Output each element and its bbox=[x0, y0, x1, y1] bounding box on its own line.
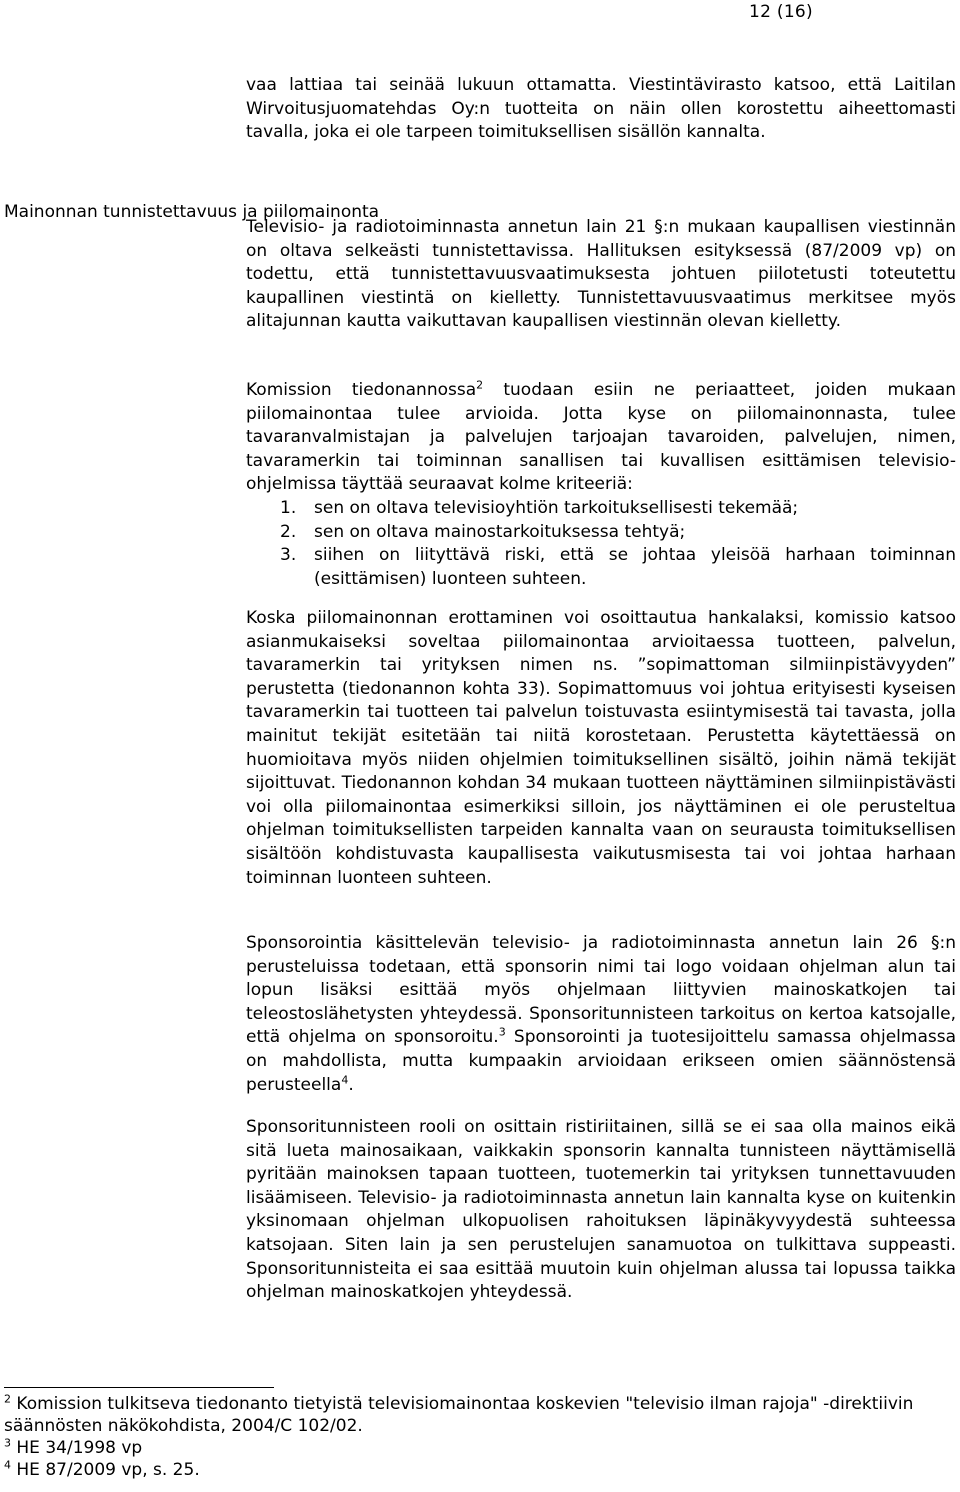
footnote-divider bbox=[4, 1387, 274, 1388]
footnote-text: HE 87/2009 vp, s. 25. bbox=[11, 1460, 200, 1480]
list-item bbox=[246, 497, 956, 521]
footnote-2 bbox=[4, 1393, 954, 1437]
list-item-text: sen on oltava televisioyhtiön tarkoituksellisesti tekemää; bbox=[314, 497, 799, 518]
footnote-3 bbox=[4, 1437, 954, 1459]
paragraph-sponsor-identifier bbox=[246, 1116, 956, 1305]
paragraph-text bbox=[246, 932, 956, 1097]
paragraph-sponsorship bbox=[246, 932, 956, 1097]
paragraph-text bbox=[246, 379, 956, 497]
footnote-mark: 2 bbox=[4, 1392, 11, 1406]
text-run: . bbox=[348, 1074, 354, 1095]
footnote-ref-2: 2 bbox=[476, 378, 484, 392]
footnote-text: HE 34/1998 vp bbox=[11, 1438, 143, 1458]
footnote-ref-3: 3 bbox=[498, 1025, 506, 1039]
list-number: 1. bbox=[280, 497, 297, 518]
footnote-ref-4: 4 bbox=[341, 1072, 349, 1086]
list-item-text: siihen on liityttävä riski, että se johtaa yleisöä harhaan toiminnan (esittämisen) luonteen suhteen. bbox=[314, 545, 956, 589]
section-heading: Mainonnan tunnistettavuus ja piilomainonta bbox=[4, 202, 380, 222]
footnote-mark: 4 bbox=[4, 1458, 11, 1472]
footnote-4 bbox=[4, 1459, 954, 1481]
footnote-mark: 3 bbox=[4, 1436, 11, 1450]
list-number: 2. bbox=[280, 521, 297, 542]
text-run: Sponsorointia käsittelevän televisio- ja radiotoiminnasta annetun lain 26 §:n perusteluissa todetaan, että sponsorin nimi tai logo voidaan ohjelman alun tai lopun lisäksi esittää myös ohjelmaan liittyvien mainoskatkojen tai teleostoslähetysten yhteydessä. Sponsoritunnisteen tarkoitus on kertoa katsojalle, että ohjelma on sponsoroitu. bbox=[246, 933, 956, 1048]
list-item-text: sen on oltava mainostarkoituksessa tehtyä; bbox=[314, 521, 686, 542]
text-run: Komission tiedonannossa bbox=[246, 380, 477, 400]
paragraph-recognizability bbox=[246, 216, 956, 334]
paragraph-continuation bbox=[246, 74, 956, 145]
paragraph-commission-criteria bbox=[246, 379, 956, 591]
footnote-text: Komission tulkitseva tiedonanto tietyistä televisiomainontaa koskevien "televisio ilman rajoja" -direktiivin säännösten näkökohdista, 2004/C 102/02. bbox=[4, 1394, 914, 1436]
list-item bbox=[246, 521, 956, 545]
text-run: tuodaan esiin ne periaatteet, joiden mukaan piilomainontaa tulee arvioida. Jotta kyse on piilomainonnasta, tulee tavaranvalmistajan ja palvelujen tarjoajan tavaroiden, palvelujen, nimen, tavaramerkin tai toiminnan sanallisen tai kuvallisen esittämisen televisio-ohjelmissa täyttää seuraavat kolme kriteeriä: bbox=[246, 380, 956, 495]
list-item bbox=[246, 544, 956, 591]
criteria-list bbox=[246, 497, 956, 591]
text-run: Sponsorointi ja tuotesijoittelu samassa ohjelmassa on mahdollista, mutta kumpaakin arvioidaan erikseen omien säännöstensä perusteella bbox=[246, 1027, 956, 1095]
page-number: 12 (16) bbox=[748, 2, 813, 22]
footnotes bbox=[4, 1393, 954, 1481]
list-number: 3. bbox=[280, 545, 297, 566]
paragraph-text: Televisio- ja radiotoiminnasta annetun lain 21 §:n mukaan kaupallisen viestinnän on oltava selkeästi tunnistettavissa. Hallituksen esityksessä (87/2009 vp) on todettu, että tunnistettavuusvaatimuksesta johtuen piilotetusti toteutettu kaupallinen viestintä on kielletty. Tunnistettavuusvaatimus merkitsee myös alitajunnan kautta vaikuttavan kaupallisen viestinnän olevan kielletty. bbox=[246, 217, 956, 332]
paragraph-text: Koska piilomainonnan erottaminen voi osoittautua hankalaksi, komissio katsoo asianmukaiseksi soveltaa piilomainontaa arvioitaessa tuotteen, palvelun, tavaramerkin tai yrityksen nimen ns. ”sopimattoman silmiinpistävyyden” perustetta (tiedonannon kohta 33). Sopimattomuus voi johtua erityisesti kyseisen tavaramerkin tai tuotteen tai palvelun toistuvasta esiintymisestä tai tavasta, jolla mainitut tekijät esitetään tai niitä korostetaan. Perustetta käytettäessä on huomioitava myös niiden ohjelmien toimituksellinen sisältö, joihin nämä tekijät sijoittuvat. Tiedonannon kohdan 34 mukaan tuotteen näyttäminen silmiinpistävästi voi olla piilomainontaa esimerkiksi silloin, jos näyttäminen ei ole perusteltua ohjelman toimituksellisten tarpeiden kannalta vaan on seurausta toimituksellisen sisältöön kohdistuvasta kaupallisesta vaikutusmisesta tai voi johtaa harhaan toiminnan luonteen suhteen. bbox=[246, 608, 956, 888]
paragraph-text: Sponsoritunnisteen rooli on osittain ristiriitainen, sillä se ei saa olla mainos eikä sitä lueta mainosaikaan, vaikkakin sponsorin kannalta tunnisteen näyttämisellä pyritään mainoksen tapaan tuotteen, tuotemerkin tai yrityksen tunnettavuuden lisäämiseen. Televisio- ja radiotoiminnasta annetun lain kannalta kyse on kuitenkin yksinomaan ohjelman ulkopuolisen rahoituksen läpinäkyvyydestä suhteessa katsojaan. Siten lain ja sen perustelujen sanamuotoa on tulkittava suppeasti. Sponsoritunnisteita ei saa esittää muutoin kuin ohjelman alussa tai lopussa taikka ohjelman mainoskatkojen yhteydessä. bbox=[246, 1117, 956, 1303]
paragraph-conspicuousness bbox=[246, 607, 956, 890]
paragraph-text: vaa lattiaa tai seinää lukuun ottamatta. Viestintävirasto katsoo, että Laitilan Wirvoitusjuomatehdas Oy:n tuotteita on näin ollen korostettu aiheettomasti tavalla, joka ei ole tarpeen toimituksellisen sisällön kannalta. bbox=[246, 75, 956, 143]
